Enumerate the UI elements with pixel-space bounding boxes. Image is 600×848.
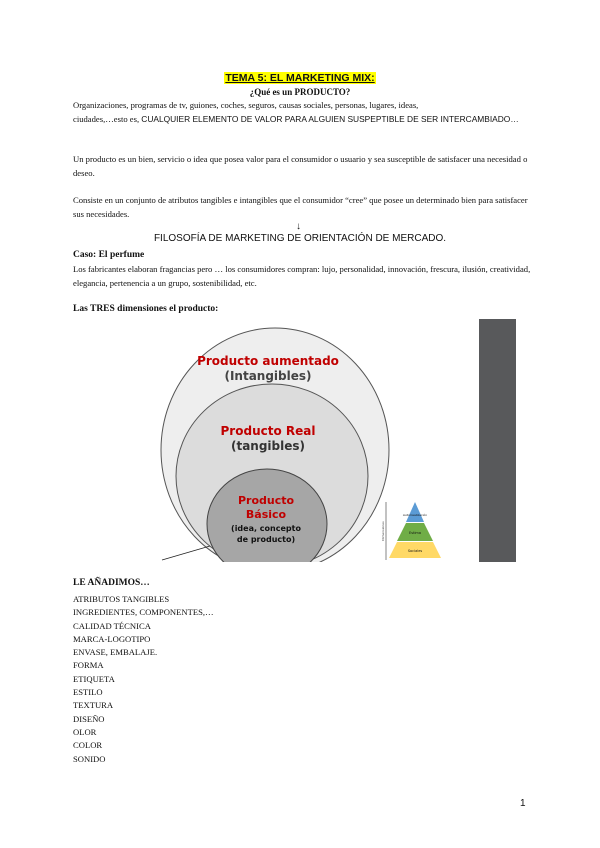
list-item: ENVASE, EMBALAJE. <box>73 647 158 658</box>
pyramid-top <box>406 502 424 522</box>
list-item: OLOR <box>73 726 97 737</box>
intro-paragraph: Organizaciones, programas de tv, guiones, coches, seguros, causas sociales, personas, lugares, ideas, ciudades,…esto es, CUALQUIER ELEMENTO DE VALOR PARA ALGUIEN SUSPEPTIBLE DE SER INTERCAMBIADO… <box>73 100 519 124</box>
outer-title: Producto aumentado <box>197 354 339 368</box>
middle-subtitle: (tangibles) <box>230 439 306 453</box>
list-item: ATRIBUTOS TANGIBLES <box>73 594 170 604</box>
inner-title-1: Producto <box>237 494 295 507</box>
case-paragraph: Los fabricantes elaboran fragancias pero … los consumidores compran: lujo, personalidad, innovación, frescura, ilusión, creatividad, elegancia, pertenencia a un grupo, sostenibilidad, etc. <box>73 264 531 288</box>
list-item: MARCA-LOGOTIPO <box>73 633 151 644</box>
list-item: DISEÑO <box>73 713 105 724</box>
page-number: 1 <box>520 798 526 809</box>
list-item: SONIDO <box>73 753 106 764</box>
intro-emphasis: CUALQUIER ELEMENTO DE VALOR PARA ALGUIEN SUSPEPTIBLE DE SER INTERCAMBIADO… <box>141 113 519 124</box>
list-item: COLOR <box>73 740 103 751</box>
dark-side-bar <box>479 319 516 562</box>
outer-subtitle: (Intangibles) <box>224 369 312 383</box>
philosophy-heading: FILOSOFÍA DE MARKETING DE ORIENTACIÓN DE MERCADO. <box>153 233 447 244</box>
page-title: TEMA 5: EL MARKETING MIX: <box>225 72 375 84</box>
case-title: Caso: El perfume <box>73 250 145 260</box>
pyramid-axis-label: Dimensiones <box>381 521 385 541</box>
subtitle: ¿Qué es un PRODUCTO? <box>249 87 351 97</box>
list-item: ETIQUETA <box>73 673 115 684</box>
consists-paragraph: Consiste en un conjunto de atributos tangibles e intangibles que el consumidor “cree” que posee un determinado bien para satisfacer sus necesidades. <box>73 195 528 219</box>
list-heading: LE AÑADIMOS… <box>73 578 150 588</box>
attributes-list <box>73 593 214 766</box>
list-item: TEXTURA <box>73 700 114 711</box>
middle-title: Producto Real <box>220 424 316 438</box>
pyramid-diagram <box>381 496 443 562</box>
down-arrow-icon: ↓ <box>296 221 301 232</box>
definition-paragraph: Un producto es un bien, servicio o idea que posea valor para el consumidor o usuario y sea susceptible de satisfacer una necesidad o deseo. <box>73 154 528 178</box>
list-item: INGREDIENTES, COMPONENTES,… <box>73 607 214 618</box>
dimensions-title: Las TRES dimensiones el producto: <box>73 304 219 314</box>
pyramid-top-label: Autorrealización <box>402 513 428 517</box>
product-dimensions-diagram <box>160 326 390 562</box>
pyramid-middle-label: Estima <box>409 531 421 535</box>
diagram-pointer-line <box>162 546 210 560</box>
inner-title-2: Básico <box>245 508 287 521</box>
list-item: ESTILO <box>73 687 103 698</box>
pyramid-bottom-label: Sociales <box>407 549 423 553</box>
inner-subtitle-2: de producto) <box>236 535 296 544</box>
list-item: FORMA <box>73 660 104 671</box>
inner-subtitle-1: (idea, concepto <box>231 524 301 533</box>
list-item: CALIDAD TÉCNICA <box>73 620 151 631</box>
